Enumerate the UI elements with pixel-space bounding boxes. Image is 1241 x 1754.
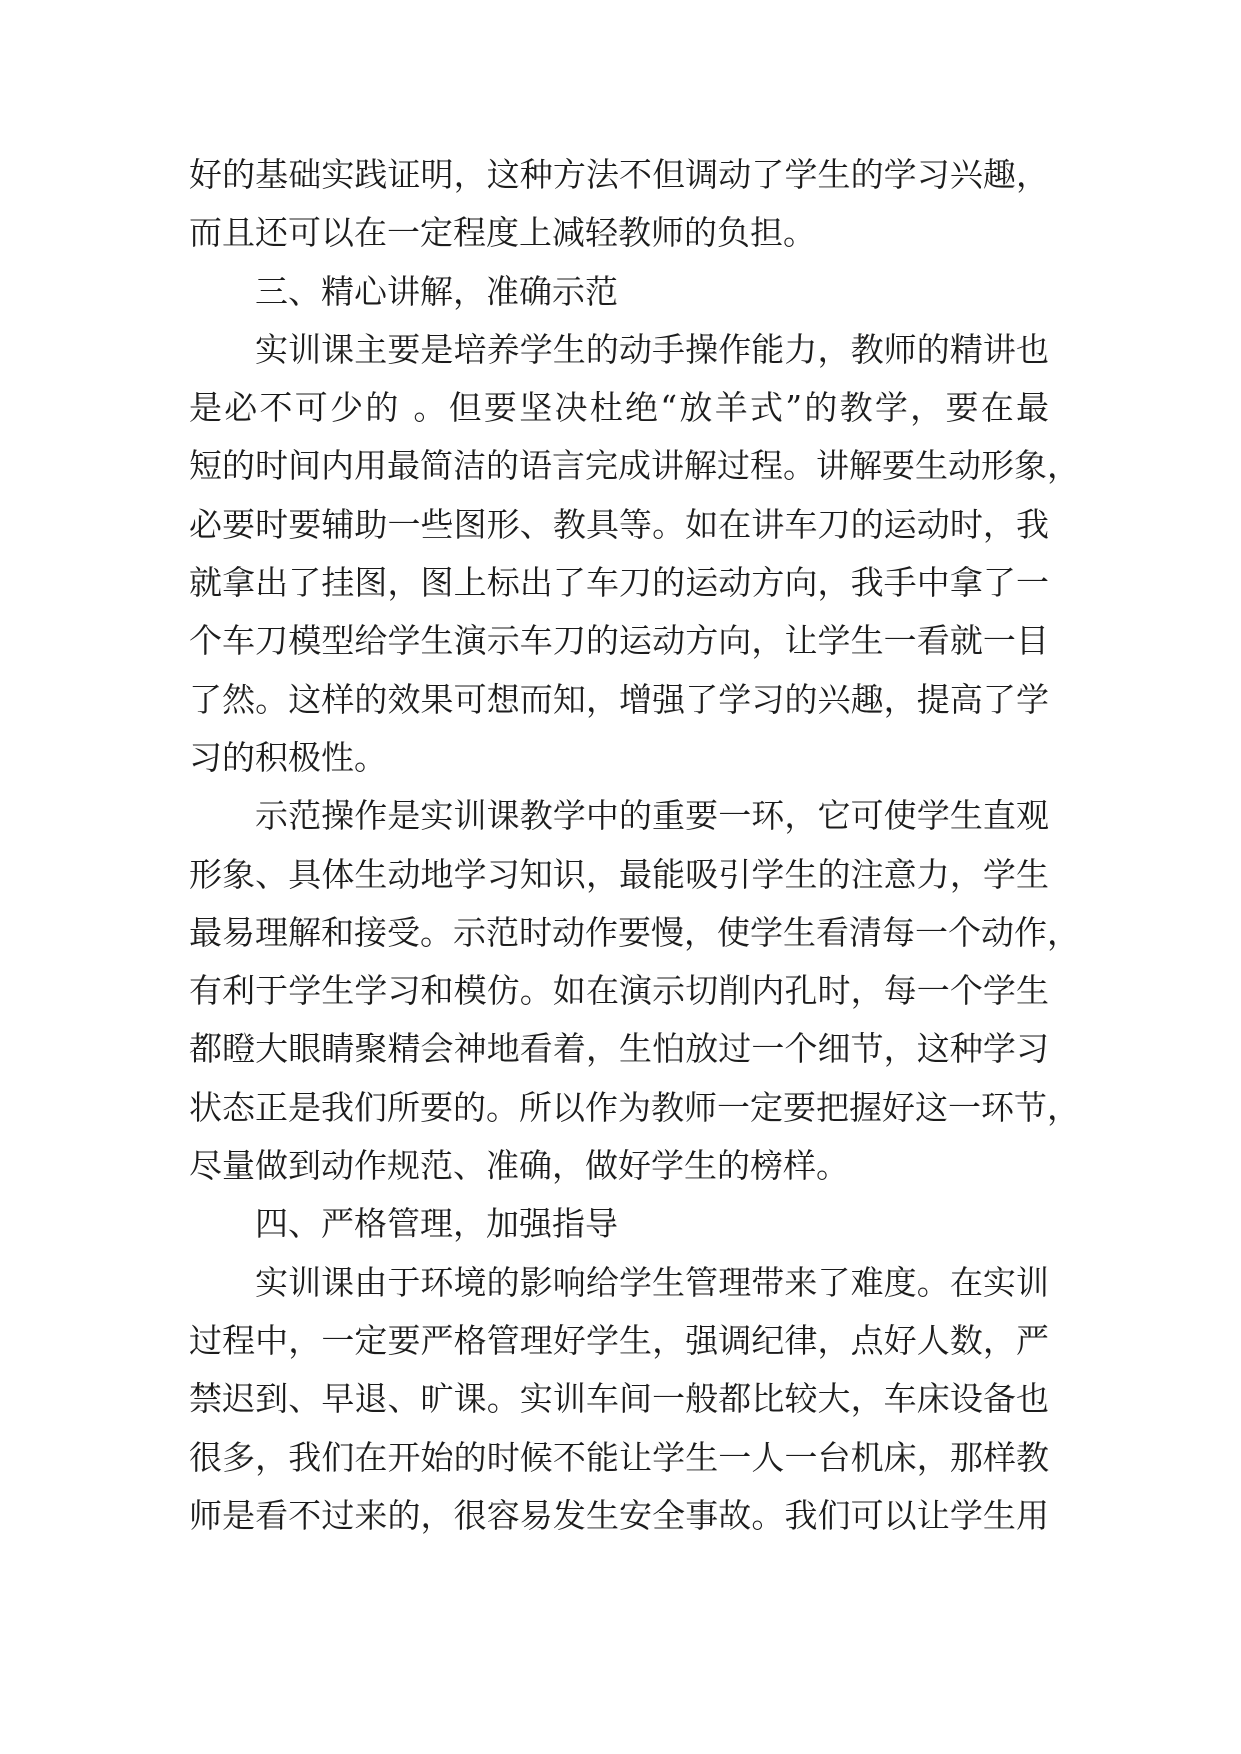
text-line: 形象、具体生动地学习知识，最能吸引学生的注意力，学生 xyxy=(189,854,1049,894)
text-line: 师是看不过来的，很容易发生安全事故。我们可以让学生用 xyxy=(189,1495,1049,1535)
text-line: 就拿出了挂图，图上标出了车刀的运动方向，我手中拿了一 xyxy=(189,563,1049,603)
document-body xyxy=(189,146,1080,1545)
text-line: 都瞪大眼睛聚精会神地看着，生怕放过一个细节，这种学习 xyxy=(189,1029,1049,1069)
text-line: 个车刀模型给学生演示车刀的运动方向，让学生一看就一目 xyxy=(189,621,1049,661)
text-line: 过程中，一定要严格管理好学生，强调纪律，点好人数，严 xyxy=(189,1320,1049,1360)
text-line: 了然。这样的效果可想而知，增强了学习的兴趣，提高了学 xyxy=(189,679,1049,719)
text-line: 四、严格管理，加强指导 xyxy=(255,1204,618,1244)
text-line: 很多，我们在开始的时候不能让学生一人一台机床，那样教 xyxy=(189,1437,1049,1477)
text-line: 禁迟到、早退、旷课。实训车间一般都比较大，车床设备也 xyxy=(189,1379,1049,1419)
text-line: 三、精心讲解，准确示范 xyxy=(255,271,618,311)
text-line: 实训课由于环境的影响给学生管理带来了难度。在实训 xyxy=(255,1262,1049,1302)
text-line: 最易理解和接受。示范时动作要慢，使学生看清每一个动作， xyxy=(189,912,1080,952)
text-line: 短的时间内用最简洁的语言完成讲解过程。讲解要生动形象， xyxy=(189,446,1080,486)
text-line: 状态正是我们所要的。所以作为教师一定要把握好这一环节， xyxy=(189,1087,1080,1127)
text-line: 尽量做到动作规范、准确，做好学生的榜样。 xyxy=(189,1146,849,1186)
text-line: 是必不可少的 。但要坚决杜绝“放羊式”的教学，要在最 xyxy=(189,388,1049,428)
text-line: 必要时要辅助一些图形、教具等。如在讲车刀的运动时，我 xyxy=(189,504,1049,544)
text-line: 有利于学生学习和模仿。如在演示切削内孔时，每一个学生 xyxy=(189,971,1049,1011)
text-line: 而且还可以在一定程度上减轻教师的负担。 xyxy=(189,213,816,253)
text-line: 示范操作是实训课教学中的重要一环，它可使学生直观 xyxy=(255,796,1049,836)
text-line: 习的积极性。 xyxy=(189,737,387,777)
text-line: 好的基础实践证明，这种方法不但调动了学生的学习兴趣， xyxy=(189,155,1049,194)
text-line: 实训课主要是培养学生的动手操作能力，教师的精讲也 xyxy=(255,329,1049,369)
